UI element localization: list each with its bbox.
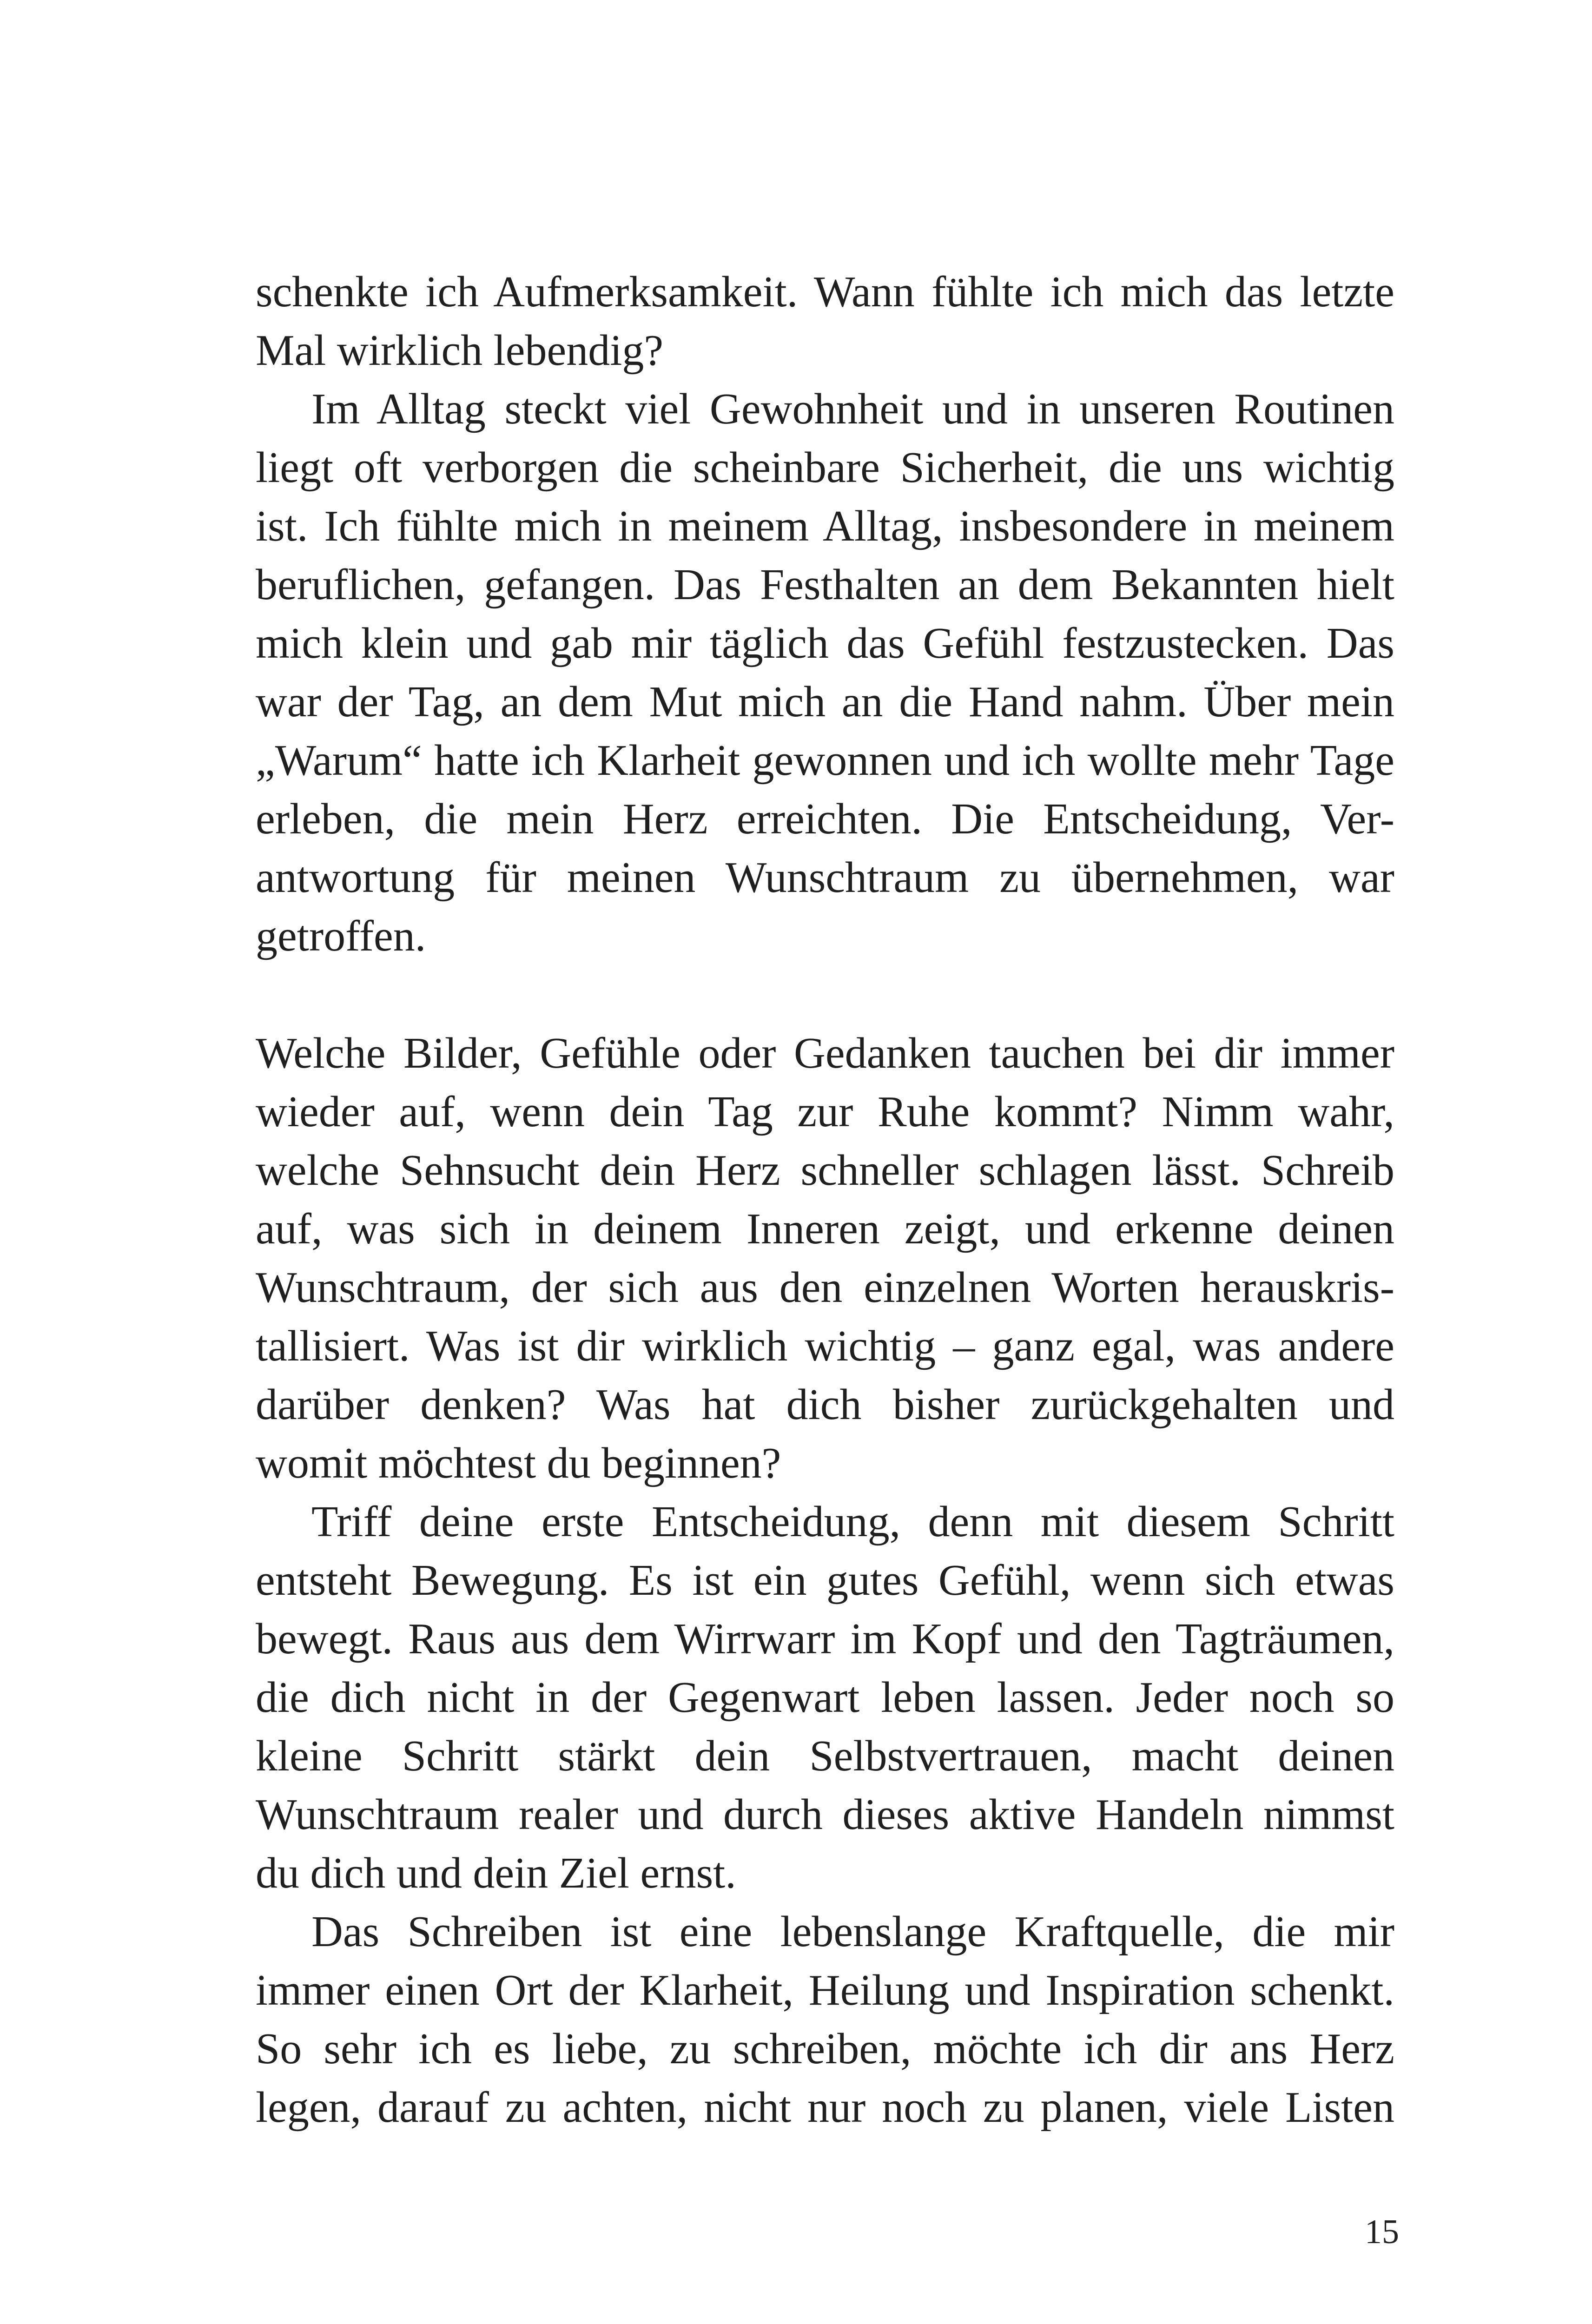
text-line: Im Alltag steckt viel Gewohnheit und in unseren Routinen bbox=[311, 385, 1394, 433]
text-line: Welche Bilder, Gefühle oder Gedanken tauchen bei dir immer bbox=[256, 1029, 1394, 1077]
text-line: antwortung für meinen Wunschtraum zu übernehmen, war bbox=[256, 853, 1394, 902]
text-line: tallisiert. Was ist dir wirklich wichtig – ganz egal, was andere bbox=[256, 1322, 1394, 1370]
text-line: war der Tag, an dem Mut mich an die Hand nahm. Über mein bbox=[256, 678, 1394, 726]
text-line: schenkte ich Aufmerksamkeit. Wann fühlte ich mich das letzte bbox=[256, 268, 1394, 316]
text-line: immer einen Ort der Klarheit, Heilung und Inspiration schenkt. bbox=[256, 1966, 1394, 2014]
text-line: erleben, die mein Herz erreichten. Die Entscheidung, Ver- bbox=[256, 795, 1394, 843]
text-line: ist. Ich fühlte mich in meinem Alltag, insbesondere in meinem bbox=[256, 502, 1394, 550]
text-line: liegt oft verborgen die scheinbare Sicherheit, die uns wichtig bbox=[256, 443, 1394, 492]
text-line: entsteht Bewegung. Es ist ein gutes Gefühl, wenn sich etwas bbox=[256, 1556, 1394, 1604]
page-number: 15 bbox=[1365, 2213, 1399, 2251]
text-line: welche Sehnsucht dein Herz schneller schlagen lässt. Schreib bbox=[256, 1146, 1394, 1195]
text-line: So sehr ich es liebe, zu schreiben, möchte ich dir ans Herz bbox=[256, 2025, 1394, 2073]
text-line: Mal wirklich lebendig? bbox=[256, 326, 664, 375]
text-line: auf, was sich in deinem Inneren zeigt, und erkenne deinen bbox=[256, 1205, 1394, 1253]
text-line: kleine Schritt stärkt dein Selbstvertrauen, macht deinen bbox=[256, 1732, 1394, 1780]
text-line: Triff deine erste Entscheidung, denn mit diesem Schritt bbox=[311, 1498, 1394, 1546]
body-text bbox=[256, 263, 1394, 2137]
section-break bbox=[256, 965, 1394, 1024]
text-line: darüber denken? Was hat dich bisher zurückgehalten und bbox=[256, 1380, 1394, 1429]
text-line: beruflichen, gefangen. Das Festhalten an dem Bekannten hielt bbox=[256, 561, 1394, 609]
text-line: du dich und dein Ziel ernst. bbox=[256, 1849, 736, 1897]
text-line: getroffen. bbox=[256, 912, 426, 960]
text-line: mich klein und gab mir täglich das Gefühl festzustecken. Das bbox=[256, 619, 1394, 667]
text-line: wieder auf, wenn dein Tag zur Ruhe kommt? Nimm wahr, bbox=[256, 1088, 1394, 1136]
text-line: legen, darauf zu achten, nicht nur noch zu planen, viele Listen bbox=[256, 2083, 1394, 2132]
text-line: womit möchtest du beginnen? bbox=[256, 1439, 781, 1487]
text-line: „Warum“ hatte ich Klarheit gewonnen und ich wollte mehr Tage bbox=[256, 736, 1394, 785]
text-line: Wunschtraum, der sich aus den einzelnen Worten herauskris- bbox=[256, 1263, 1394, 1312]
text-line: Das Schreiben ist eine lebenslange Kraftquelle, die mir bbox=[311, 1908, 1394, 1956]
text-line: bewegt. Raus aus dem Wirrwarr im Kopf und den Tagträumen, bbox=[256, 1615, 1394, 1663]
text-line: die dich nicht in der Gegenwart leben lassen. Jeder noch so bbox=[256, 1673, 1394, 1722]
text-line: Wunschtraum realer und durch dieses aktive Handeln nimmst bbox=[256, 1790, 1394, 1839]
